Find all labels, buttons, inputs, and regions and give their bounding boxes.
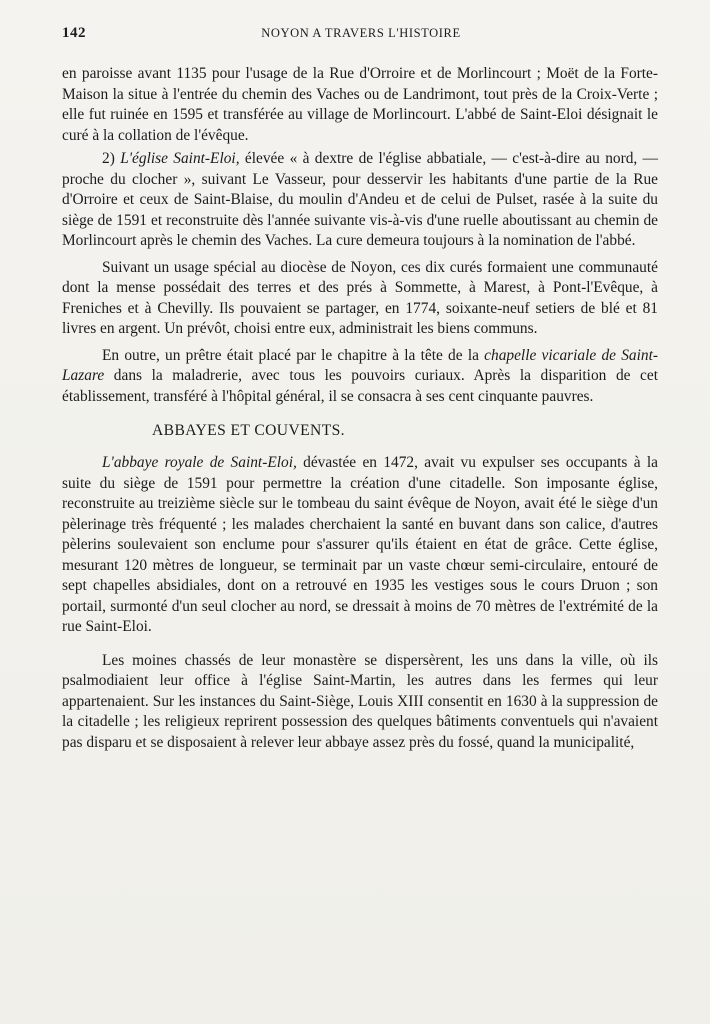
page-number: 142 (62, 25, 86, 41)
paragraph-2 (62, 149, 658, 252)
paragraph-6: Les moines chassés de leur monastère se dispersèrent, les uns dans la ville, où ils psalmodiaient leur office à l'église Saint-Martin, les autres dans les fermes qui leur appartenaient. Sur les instances du Saint-Siège, Louis XIII consentit en 1630 à la suppression de la citadelle ; les religieux reprirent possession des quelques bâtiments conventuels qui n'avaient pas disparu et se disposaient à relever leur abbaye assez près du fossé, quand la municipalité, (62, 651, 658, 751)
paragraph-4-title: chapelle vicariale de Saint-Lazare (62, 346, 658, 384)
paragraph-4 (62, 346, 658, 408)
running-title: NOYON A TRAVERS L'HISTOIRE (261, 26, 461, 40)
body-text (62, 64, 658, 753)
paragraph-4-lead: En outre, un prêtre était placé par le chapitre à la tête de la (102, 346, 485, 364)
paragraph-3: Suivant un usage spécial au diocèse de Noyon, ces dix curés formaient une communauté dont la mense possédait des terres et des prés à Sommette, à Marest, à Pont-l'Evêque, à Freniches et à Chevilly. Ils pouvaient se partager, en 1774, soixante-neuf setiers de blé et 81 livres en argent. Un prévôt, choisi entre eux, administrait les biens communs. (62, 258, 658, 337)
paragraph-2-title: L'église Saint-Eloi, (120, 150, 240, 167)
paragraph-4-text: dans la maladrerie, avec tous les pouvoirs curiaux. Après la disparition de cet établissement, transféré à l'hôpital général, il se consacra à ses cent cinquante pauvres. (62, 367, 658, 405)
paragraph-2-text: élevée « à dextre de l'église abbatiale, — c'est-à-dire au nord, — proche du clocher », suivant Le Vasseur, pour desservir les habitants d'une partie de la Rue d'Orroire et ceux de Saint-Blaise, du moulin d'Andeu et de celui de Pulset, rasée à la suite du siège de 1591 et reconstruite dès l'année suivante vis-à-vis d'une ruelle aboutissant au chemin de Morlincourt après le chemin des Vaches. La cure demeura toujours à la nomination de l'abbé. (62, 150, 659, 249)
paragraph-2-lead: 2) (102, 150, 121, 167)
section-heading: ABBAYES ET COUVENTS. (152, 422, 345, 439)
paragraph-5-title: L'abbaye royale de Saint-Eloi, (102, 454, 297, 471)
paragraph-5-text: dévastée en 1472, avait vu expulser ses occupants à la suite du siège de 1591 pour permettre la création d'une citadelle. Son imposante église, reconstruite au treizième siècle sur le tombeau du saint évêque de Noyon, avait été le siège d'un pèlerinage très fréquenté ; les malades cherchaient la santé en buvant dans son calice, d'autres pèlerins soulevaient son enclume pour s'assurer qu'ils étaient en état de grâce. Cette église, mesurant 120 mètres de longueur, se terminait par un vaste chœur semi-circulaire, entouré de sept chapelles absidiales, dont on a retrouvé en 1935 les vestiges sous le cours Druon ; son portail, surmonté d'un seul clocher au nord, se dressait à moins de 70 mètres de l'extrémité de la rue Saint-Eloi. (62, 454, 658, 635)
paragraph-1: en paroisse avant 1135 pour l'usage de la Rue d'Orroire et de Morlincourt ; Moët de la Forte-Maison la situe à l'entrée du chemin des Vaches ou de Landrimont, tout près de la Croix-Verte ; elle fut ruinée en 1595 et transférée au village de Morlincourt. L'abbé de Saint-Eloi désignait le curé à la collation de l'évêque. (62, 65, 658, 144)
paragraph-5 (62, 453, 658, 638)
